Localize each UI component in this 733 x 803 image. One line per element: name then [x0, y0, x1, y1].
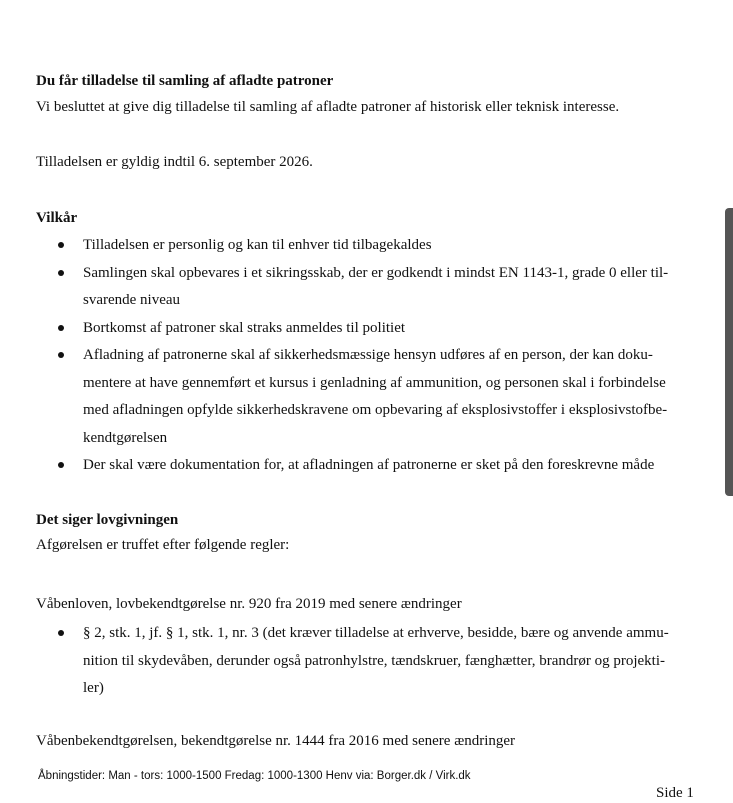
condition-item	[36, 342, 700, 452]
weapons-order-title: Våbenbekendtgørelsen, bekendtgørelse nr. 1444 fra 2016 med senere ændringer	[36, 733, 516, 749]
condition-item	[36, 315, 700, 343]
weapons-act-title: Våbenloven, lovbekendtgørelse nr. 920 fra 2019 med senere ændringer	[36, 596, 462, 612]
legislation-intro: Afgørelsen er truffet efter følgende regler:	[36, 537, 290, 553]
condition-item	[36, 452, 700, 480]
conditions-list	[36, 232, 700, 480]
permission-text: Vi besluttet at give dig tilladelse til samling af afladte patroner af historisk eller teknisk interesse.	[36, 99, 620, 115]
bullet-line: Samlingen skal opbevares i et sikringsskab, der er godkendt i mindst EN 1143-1, grade 0 eller til-	[83, 264, 669, 281]
bullet-icon	[58, 462, 64, 468]
bullet-icon	[58, 325, 64, 331]
bullet-line: Afladning af patronerne skal af sikkerhedsmæssige hensyn udføres af en person, der kan doku-	[83, 347, 653, 363]
legislation-heading: Det siger lovgivningen	[36, 512, 179, 528]
bullet-line: § 2, stk. 1, jf. § 1, stk. 1, nr. 3 (det kræver tilladelse at erhverve, besidde, bære og anvende ammu-	[83, 625, 669, 641]
bullet-icon	[58, 242, 64, 248]
bullet-line: med afladningen opfylde sikkerhedskravene om opbevaring af eksplosivstoffer i eksplosivstofbe-	[83, 402, 668, 418]
opening-hours-footer: Åbningstider: Man - tors: 1000-1500 Fredag: 1000-1300 Henv via: Borger.dk / Virk.dk	[38, 770, 471, 782]
bullet-line: Tilladelsen er personlig og kan til enhver tid tilbagekaldes	[83, 237, 432, 253]
page-number: Side 1	[656, 785, 694, 801]
bullet-icon	[58, 270, 64, 276]
validity-text: Tilladelsen er gyldig indtil 6. september 2026.	[36, 154, 313, 170]
bullet-icon	[58, 352, 64, 358]
weapons-act-list	[36, 620, 700, 703]
permission-heading: Du får tilladelse til samling af afladte patroner	[36, 73, 334, 89]
bullet-line: svarende niveau	[83, 292, 181, 308]
condition-item	[36, 260, 700, 315]
bullet-line: ler)	[83, 680, 104, 696]
bullet-line: mentere at have gennemført et kursus i genladning af ammunition, og personen skal i forbindelse	[83, 374, 666, 391]
bullet-icon	[58, 630, 64, 636]
conditions-heading: Vilkår	[36, 210, 78, 226]
bullet-line: kendtgørelsen	[83, 429, 168, 446]
weapons-act-item	[36, 620, 700, 703]
bullet-line: nition til skydevåben, derunder også patronhylstre, tændskruer, fænghætter, brandrør og projekti-	[83, 652, 666, 669]
bullet-line: Bortkomst af patroner skal straks anmeldes til politiet	[83, 319, 406, 336]
scrollbar[interactable]	[725, 208, 733, 496]
condition-item	[36, 232, 700, 260]
bullet-line: Der skal være dokumentation for, at afladningen af patronerne er sket på den foreskrevne måde	[83, 457, 655, 473]
